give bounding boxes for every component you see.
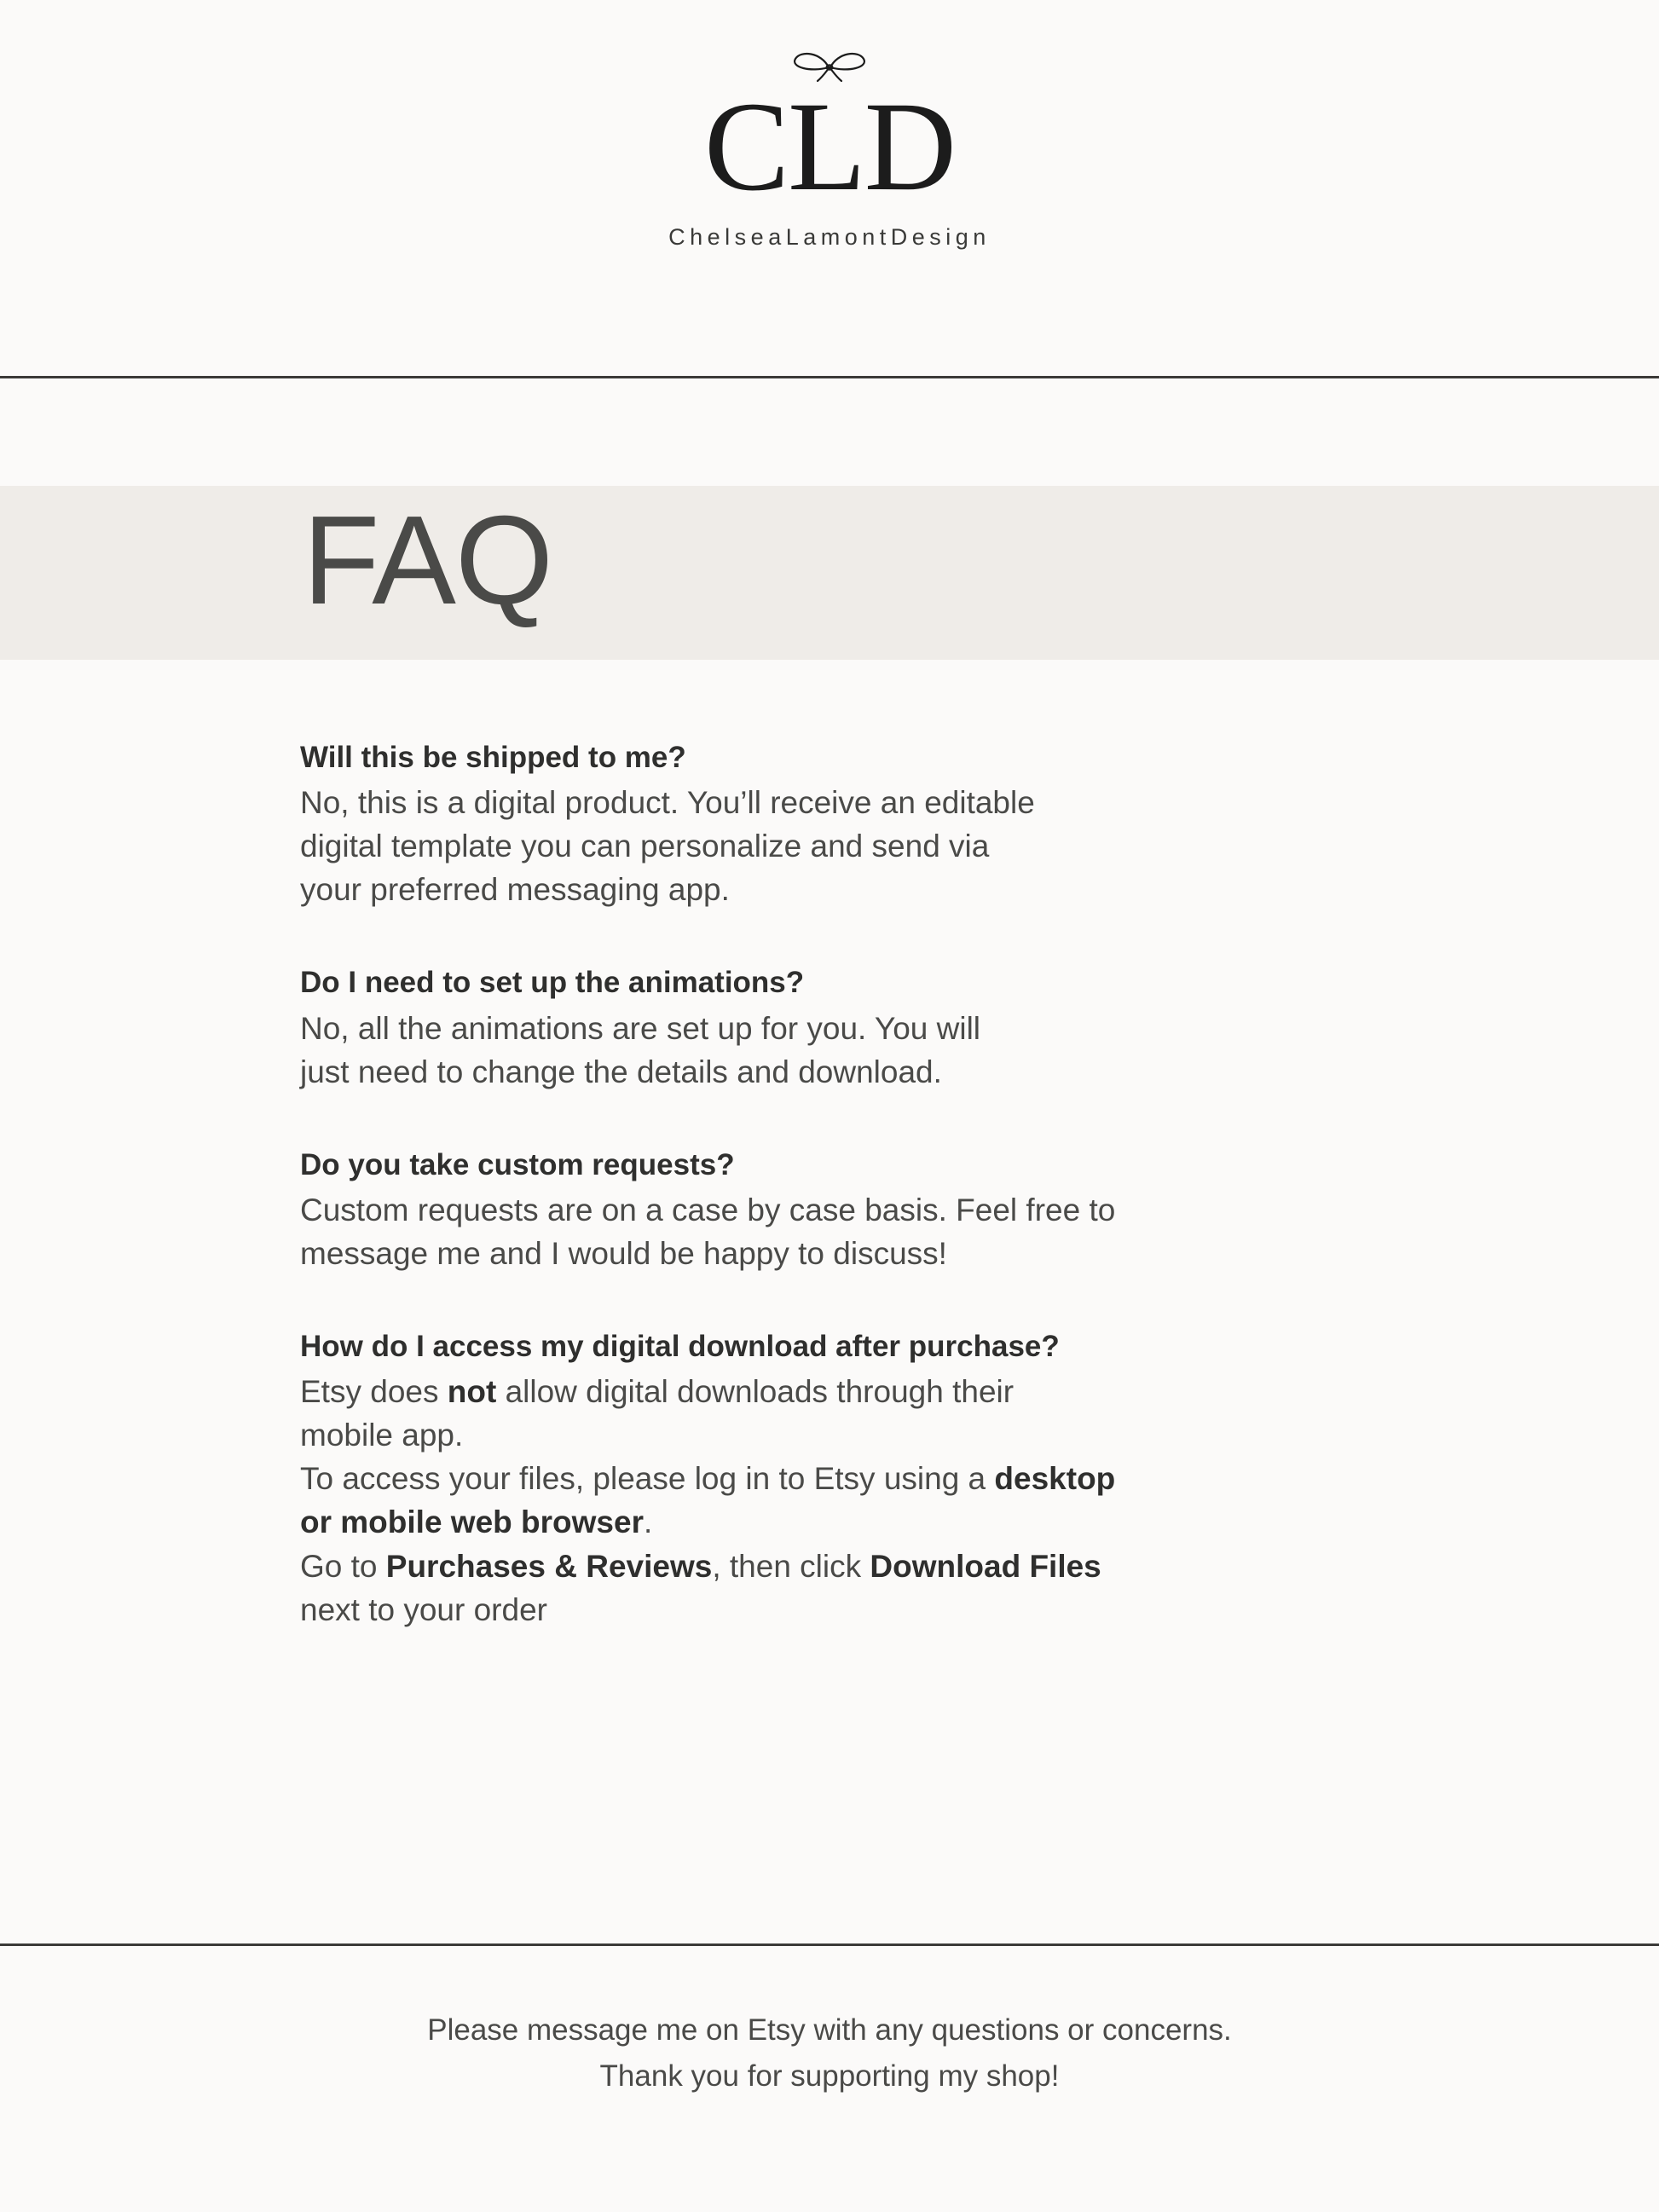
footer-line-1: Please message me on Etsy with any questions or concerns. xyxy=(427,2013,1232,2047)
faq-answer-line-emphasized xyxy=(300,1370,1494,1413)
faq-question: Do you take custom requests? xyxy=(300,1147,735,1181)
faq-answer-line: next to your order xyxy=(300,1591,547,1627)
faq-answer xyxy=(300,781,1494,911)
faq-answer-line: just need to change the details and download. xyxy=(300,1054,942,1089)
faq-list xyxy=(300,737,1494,1683)
faq-item xyxy=(300,1326,1494,1632)
faq-answer-line-emphasized xyxy=(300,1457,1494,1500)
faq-item xyxy=(300,737,1494,911)
faq-text: , then click xyxy=(712,1548,870,1584)
faq-emphasis: or mobile web browser xyxy=(300,1505,644,1540)
brand-monogram: CLD xyxy=(704,76,955,217)
faq-answer xyxy=(300,1007,1494,1094)
page-title: FAQ xyxy=(303,490,553,631)
faq-text: To access your files, please log in to Etsy using a xyxy=(300,1461,995,1497)
faq-emphasis: Purchases & Reviews xyxy=(385,1548,713,1584)
header-divider xyxy=(0,376,1659,378)
faq-question: Will this be shipped to me? xyxy=(300,741,686,774)
faq-emphasis: not xyxy=(447,1374,497,1410)
brand-logo xyxy=(0,47,1659,251)
faq-item xyxy=(300,1145,1494,1275)
faq-text: . xyxy=(643,1505,653,1540)
faq-item xyxy=(300,962,1494,1093)
brand-name: ChelseaLamontDesign xyxy=(668,224,991,250)
faq-emphasis: Download Files xyxy=(870,1548,1101,1584)
faq-question: Do I need to set up the animations? xyxy=(300,966,805,1000)
page-header xyxy=(0,0,1659,378)
faq-answer xyxy=(300,1370,1494,1631)
faq-answer xyxy=(300,1188,1494,1275)
faq-answer-line: your preferred messaging app. xyxy=(300,872,730,908)
faq-answer-line-emphasized xyxy=(300,1500,1494,1544)
faq-answer-line: message me and I would be happy to discuss! xyxy=(300,1236,947,1272)
faq-answer-line: mobile app. xyxy=(300,1418,464,1453)
faq-answer-line: No, all the animations are set up for you. You will xyxy=(300,1010,981,1046)
faq-text: allow digital downloads through their xyxy=(496,1374,1014,1410)
faq-text: Etsy does xyxy=(300,1374,448,1410)
faq-answer-line: No, this is a digital product. You’ll receive an editable xyxy=(300,785,1035,821)
faq-answer-line: Custom requests are on a case by case basis. Feel free to xyxy=(300,1192,1116,1227)
faq-banner xyxy=(0,486,1659,660)
footer-line-2: Thank you for supporting my shop! xyxy=(599,2059,1060,2094)
page-footer xyxy=(0,2007,1659,2100)
faq-emphasis: desktop xyxy=(994,1461,1116,1497)
faq-text: Go to xyxy=(300,1548,386,1584)
faq-question: How do I access my digital download after purchase? xyxy=(300,1330,1060,1364)
faq-answer-line: digital template you can personalize and send via xyxy=(300,829,990,864)
faq-answer-line-emphasized xyxy=(300,1545,1494,1588)
footer-divider xyxy=(0,1943,1659,1946)
